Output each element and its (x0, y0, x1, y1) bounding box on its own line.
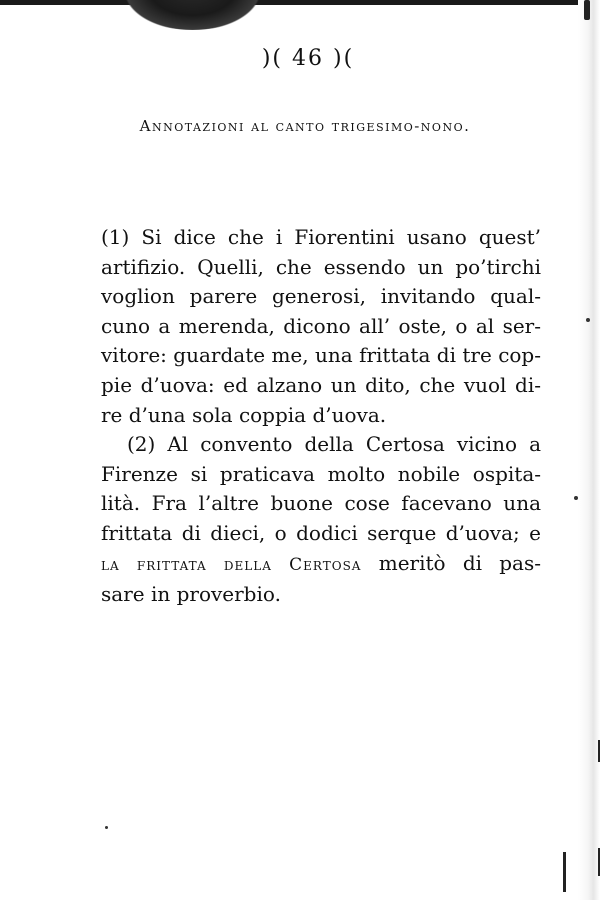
note-line: pie d’uova: ed alzano un dito, che vuol di- (101, 372, 541, 397)
page-gutter-shadow (578, 0, 600, 900)
scan-artifact-dot (586, 318, 590, 322)
note-line: cuno a merenda, dicono all’ oste, o al ser- (101, 313, 541, 338)
note-line: Firenze si praticava molto nobile ospita- (101, 461, 541, 486)
note-line: sare in proverbio. (101, 582, 281, 607)
scan-artifact-blot (125, 0, 260, 30)
scan-artifact-tick (563, 852, 566, 892)
note-line: voglion parere generosi, invitando qual- (101, 284, 541, 309)
scan-artifact-tick (598, 848, 600, 876)
note-line: frittata di dieci, o dodici serque d’uova; e (101, 520, 541, 545)
section-heading: Annotazioni al canto trigesimo-nono. (139, 117, 471, 135)
annotations-body (101, 223, 541, 610)
page-number: )( 46 )( (261, 46, 355, 71)
note-line: (2) Al convento della Certosa vicino a (127, 432, 541, 457)
note-line: artifizio. Quelli, che essendo un po’tirchi (101, 254, 541, 279)
emphasis-small-caps: Certosa (289, 554, 362, 575)
emphasis-small-caps: la frittata della (101, 554, 272, 575)
note-line: vitore: guardate me, una frittata di tre cop- (101, 343, 541, 368)
note-line: re d’una sola coppia d’uova. (101, 402, 387, 427)
note-1 (101, 223, 541, 430)
scan-artifact-dot (574, 496, 578, 500)
scan-artifact-tick (598, 740, 600, 762)
scan-artifact-mark (584, 0, 590, 20)
note-2 (101, 430, 541, 610)
scan-artifact-dot (105, 826, 108, 829)
note-line-emphasis (101, 549, 541, 581)
scan-border-top (0, 0, 596, 5)
note-line: lità. Fra l’altre buone cose facevano una (101, 491, 541, 516)
note-line-rest: meritò di pas- (378, 550, 542, 575)
note-line: (1) Si dice che i Fiorentini usano quest’ (101, 225, 541, 249)
